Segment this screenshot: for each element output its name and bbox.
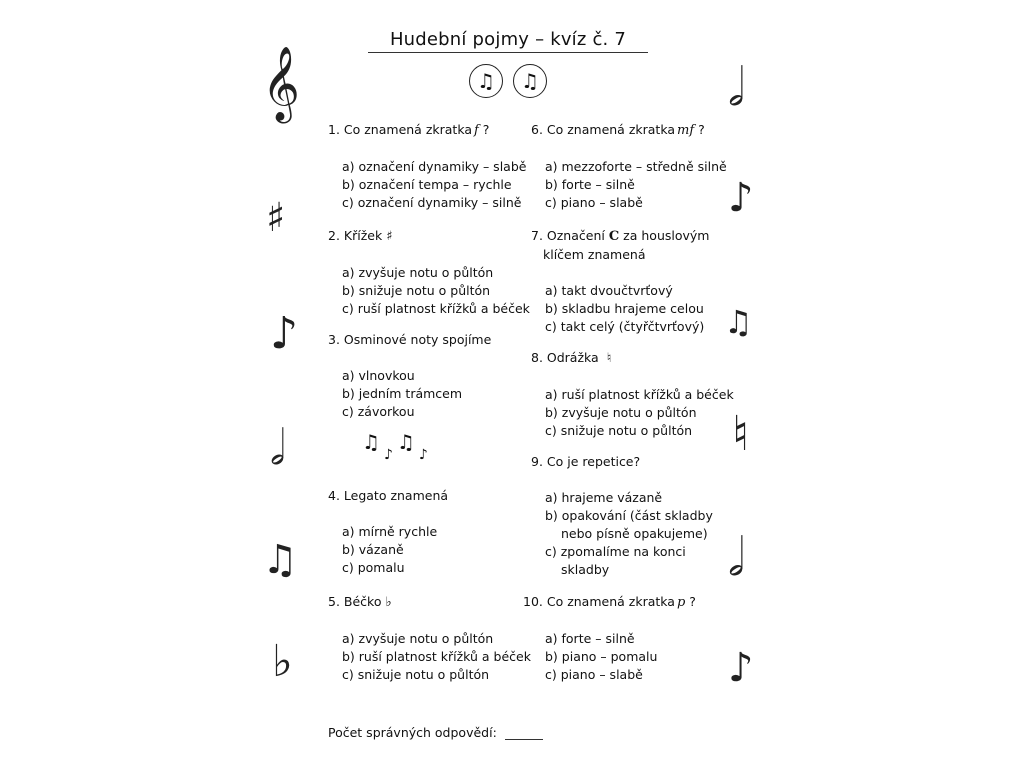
answer-8a: a) ruší platnost křížků a béček — [545, 387, 734, 402]
answer-5c: c) snižuje notu o půltón — [342, 667, 490, 682]
answer-4a: a) mírně rychle — [342, 524, 438, 539]
answer-5a: a) zvyšuje notu o půltón — [342, 631, 494, 646]
question-1 — [328, 121, 528, 212]
page-title: Hudební pojmy – kvíz č. 7 — [368, 29, 648, 53]
answer-3b: b) jedním trámcem — [342, 386, 463, 401]
answer-10b: b) piano – pomalu — [545, 649, 658, 664]
question-6-text: 6. Co znamená zkratka mf ? — [531, 122, 705, 138]
answer-8c: c) snižuje notu o půltón — [545, 423, 693, 438]
question-5-text: 5. Béčko ♭ — [328, 594, 392, 610]
question-1-text: 1. Co znamená zkratka f ? — [328, 122, 490, 138]
question-2 — [328, 227, 528, 318]
eighth-note-deco-icon-right: ♪ — [728, 175, 754, 221]
forte-symbol: f — [474, 123, 479, 138]
flat-deco-icon: ♭ — [272, 636, 293, 687]
answer-1c: c) označení dynamiky – silně — [342, 195, 522, 210]
question-2-text: 2. Křížek ♯ — [328, 228, 393, 244]
score-label: Počet správných odpovědí: — [328, 725, 497, 740]
flat-icon: ♭ — [385, 595, 392, 610]
answer-3a: a) vlnovkou — [342, 368, 415, 383]
question-7-text: 7. Označení C za houslovým — [531, 228, 710, 244]
answer-2c: c) ruší platnost křížků a béček — [342, 301, 530, 316]
answer-6a: a) mezzoforte – středně silně — [545, 159, 727, 174]
half-note-deco-icon-right: 𝅗𝅥 — [728, 58, 745, 118]
natural-icon: ♮ — [606, 351, 612, 366]
answer-9a: a) hrajeme vázaně — [545, 490, 663, 505]
question-3-text: 3. Osminové noty spojíme — [328, 332, 492, 347]
answer-8b: b) zvyšuje notu o půltón — [545, 405, 697, 420]
answer-9c: c) zpomalíme na konci — [545, 544, 686, 559]
beamed-notes-deco-icon: ♫ — [262, 537, 298, 583]
mezzoforte-symbol: mf — [677, 123, 695, 138]
answer-2a: a) zvyšuje notu o půltón — [342, 265, 494, 280]
eighth-note-deco-icon: ♪ — [270, 308, 299, 359]
answer-10c: c) piano – slabě — [545, 667, 643, 682]
eighth-note-icon-1: ♪ — [383, 447, 397, 463]
half-note-deco-icon: 𝅗𝅥 — [270, 420, 286, 476]
question-6 — [531, 121, 731, 212]
answer-6c: c) piano – slabě — [545, 195, 643, 210]
header-note-icon-2: ♫ — [513, 64, 547, 98]
question-4 — [328, 487, 528, 577]
header-note-icon-1: ♫ — [469, 64, 503, 98]
question-9-text: 9. Co je repetice? — [531, 454, 641, 469]
beamed-notes-deco-icon-right: ♫ — [724, 303, 753, 341]
piano-symbol: p — [676, 595, 686, 610]
eighth-note-deco-icon-right-2: ♪ — [728, 645, 754, 691]
question-7-text-line2: klíčem znamená — [543, 247, 646, 262]
answer-1a: a) označení dynamiky – slabě — [342, 159, 527, 174]
answer-9b: b) opakování (část skladby — [545, 508, 713, 523]
beamed-notes-icon-1: ♫ — [362, 430, 384, 454]
answer-7b: b) skladbu hrajeme celou — [545, 301, 704, 316]
question-5 — [328, 593, 531, 684]
answer-4b: b) vázaně — [342, 542, 404, 557]
answer-5b: b) ruší platnost křížků a béček — [342, 649, 531, 664]
answer-4c: c) pomalu — [342, 560, 405, 575]
question-9 — [531, 453, 731, 579]
answer-10a: a) forte – silně — [545, 631, 635, 646]
treble-clef-icon: 𝄞 — [262, 47, 300, 121]
natural-deco-icon: ♮ — [732, 406, 750, 462]
answer-1b: b) označení tempa – rychle — [342, 177, 512, 192]
sharp-icon: ♯ — [386, 229, 393, 244]
eighth-notes-illustration — [362, 430, 432, 463]
common-time-icon: C — [608, 229, 620, 244]
eighth-note-icon-2: ♪ — [418, 447, 432, 463]
answer-9c-cont: skladby — [561, 562, 610, 577]
question-10 — [523, 593, 731, 684]
score-footer — [328, 725, 543, 740]
question-10-text: 10. Co znamená zkratka p ? — [523, 594, 696, 610]
question-8-text: 8. Odrážka ♮ — [531, 350, 612, 366]
answer-7a: a) takt dvoučtvrťový — [545, 283, 673, 298]
question-3 — [328, 331, 528, 421]
answer-2b: b) snižuje notu o půltón — [342, 283, 491, 298]
answer-3c: c) závorkou — [342, 404, 415, 419]
answer-6b: b) forte – silně — [545, 177, 635, 192]
beamed-notes-icon-2: ♫ — [396, 430, 419, 454]
question-4-text: 4. Legato znamená — [328, 488, 449, 503]
answer-7c: c) takt celý (čtyřčtvrťový) — [545, 319, 705, 334]
half-note-deco-icon-right-2: 𝅗𝅥 — [728, 528, 745, 588]
score-blank-line — [505, 739, 543, 740]
sharp-deco-icon: ♯ — [266, 195, 286, 241]
answer-9b-cont: nebo písně opakujeme) — [561, 526, 708, 541]
question-7 — [531, 227, 731, 336]
question-8 — [531, 349, 734, 440]
